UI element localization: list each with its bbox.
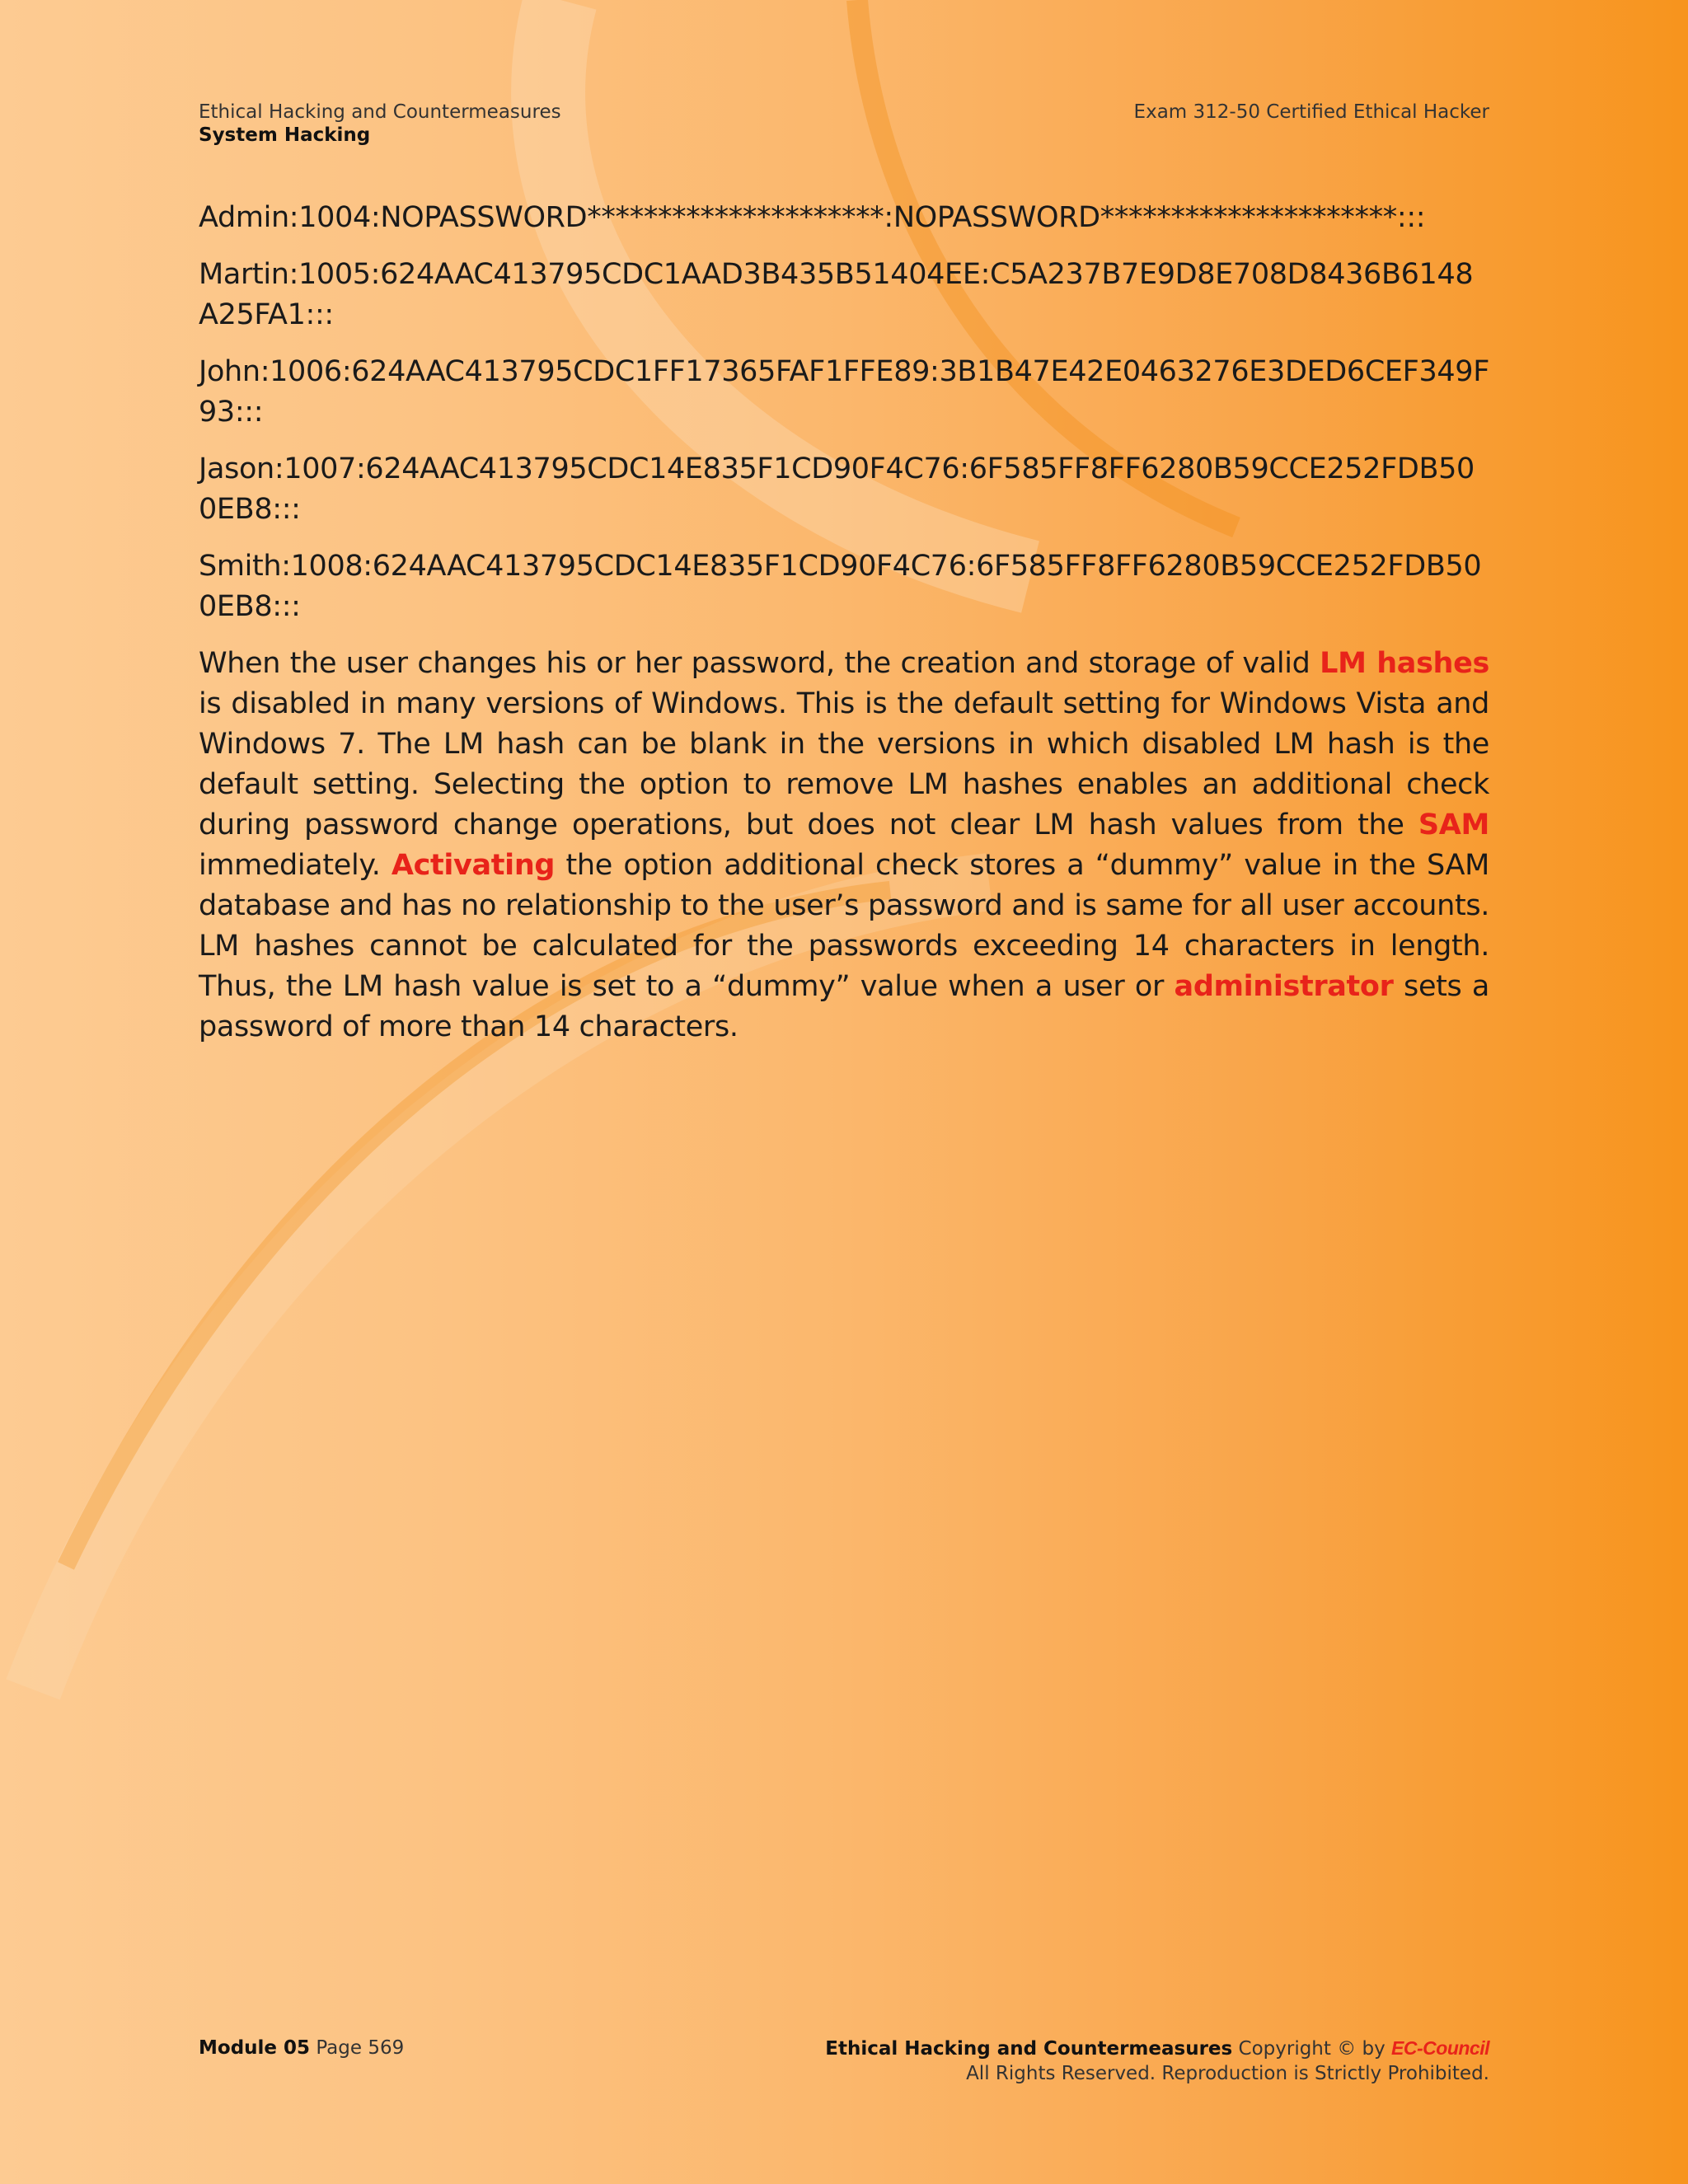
hash-line-john: John:1006:624AAC413795CDC1FF17365FAF1FFE89:3B1B47E42E0463276E3DED6CEF349F93:::: [199, 355, 1489, 429]
hash-line-jason: Jason:1007:624AAC413795CDC14E835F1CD90F4C76:6F585FF8FF6280B59CCE252FDB500EB8:::: [199, 452, 1475, 526]
link-lm-hashes[interactable]: LM hashes: [1320, 647, 1489, 680]
para-text-3: immediately.: [199, 849, 392, 882]
link-activating[interactable]: Activating: [391, 849, 556, 882]
hash-line-martin: Martin:1005:624AAC413795CDC1AAD3B435B51404EE:C5A237B7E9D8E708D8436B6148A25FA1:::: [199, 258, 1474, 331]
exam-title: Exam 312-50 Certified Ethical Hacker: [1133, 101, 1489, 123]
page-footer-left: [199, 2036, 404, 2060]
para-text-4: the option additional check stores a “dummy” value in the SAM database and has no relationship to the user’s password and is same for all user accounts. LM hashes cannot be calculated for the passwords exceeding 14 characters in length. Thus, the LM hash value is set to a “dummy” value when a user or: [199, 849, 1489, 1003]
module-number: Module 05: [199, 2037, 311, 2059]
hash-line-smith: Smith:1008:624AAC413795CDC14E835F1CD90F4C76:6F585FF8FF6280B59CCE252FDB500EB8:::: [199, 550, 1482, 623]
para-text-1: When the user changes his or her password, the creation and storage of valid: [199, 647, 1320, 680]
ec-council-logo: EC-Council: [1391, 2037, 1489, 2059]
para-text-5: sets a password of more than 14 characters.: [199, 970, 1489, 1043]
rights-notice: All Rights Reserved. Reproduction is Strictly Prohibited.: [966, 2063, 1489, 2084]
hash-line-admin: Admin:1004:NOPASSWORD*********************:NOPASSWORD*********************:::: [199, 201, 1426, 234]
document-body: [199, 198, 1489, 1047]
copyright-line: [825, 2036, 1489, 2061]
para-text-2: is disabled in many versions of Windows. This is the default setting for Windows Vista and Windows 7. The LM hash can be blank in the versions in which disabled LM hash is the default setting. Selecting the option to remove LM hashes enables an additional check during password change operations, but does not clear LM hash values from the: [199, 687, 1489, 841]
link-administrator[interactable]: administrator: [1174, 970, 1394, 1003]
page-header-right: [1134, 101, 1489, 124]
copyright-title: Ethical Hacking and Countermeasures: [825, 2038, 1233, 2060]
page-header-left: [199, 101, 561, 147]
section-title: System Hacking: [199, 124, 371, 146]
page-footer-right: [825, 2036, 1489, 2086]
link-sam[interactable]: SAM: [1418, 808, 1489, 841]
body-paragraph: [199, 644, 1489, 1047]
copyright-text: Copyright © by: [1238, 2038, 1386, 2060]
book-title: Ethical Hacking and Countermeasures: [199, 101, 561, 123]
page-number: Page 569: [316, 2037, 405, 2059]
